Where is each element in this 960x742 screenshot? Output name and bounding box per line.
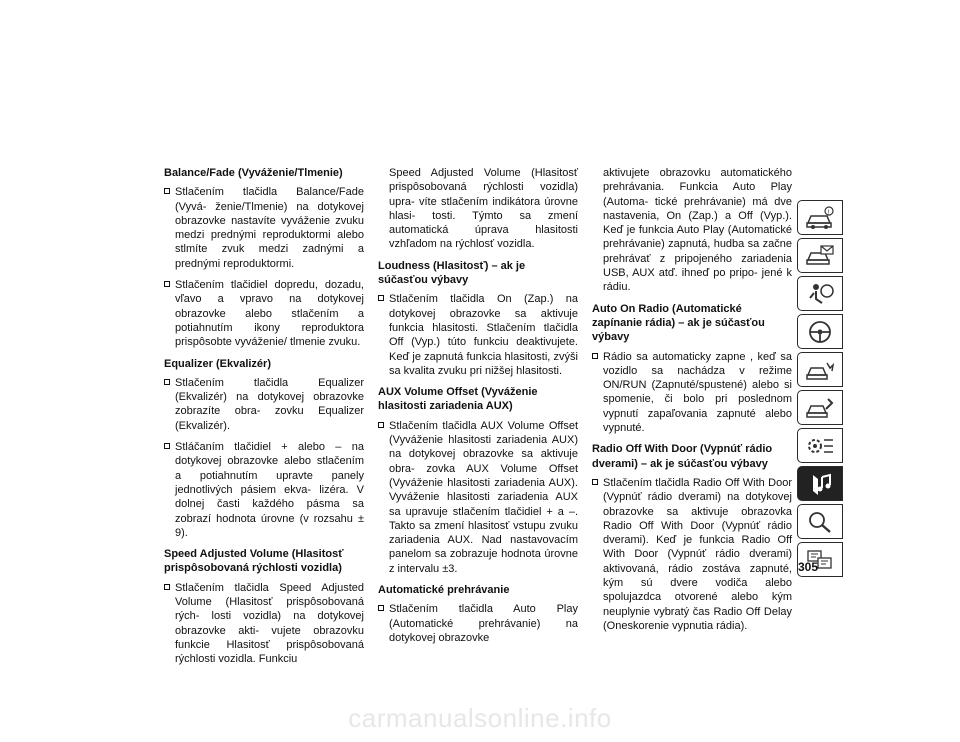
- car-envelope-icon: [805, 243, 835, 269]
- paragraph: Speed Adjusted Volume (Hlasitosť prispôsobovaná rýchlosti vozidla) upra- víte stlačením indikátora úrovne hlasi- tosti. Týmto sa zmení automatická úprava hlasitosti vzhľadom na rýchlosť vozidla.: [389, 167, 578, 251]
- car-crash-icon: [805, 357, 835, 383]
- bullet-item: [164, 185, 364, 271]
- bullet-item: [164, 581, 364, 667]
- bullet-text: Stlačením tlačidla Balance/Fade (Vyvá- ženie/Tlmenie) na dotykovej obrazovke nastavíte vyváženie zvuku medzi prednými reproduktormi alebo stlmíte zvuk medzi zadnými a prednými reproduktormi.: [175, 186, 364, 270]
- bullet-text: Stlačením tlačidla Auto Play (Automatické prehrávanie) na dotykovej obrazovke: [389, 603, 578, 644]
- bullet-square-icon: [164, 584, 170, 590]
- tab-car-service[interactable]: [797, 390, 843, 425]
- svg-text:i: i: [827, 209, 829, 215]
- steering-wheel-icon: [805, 319, 835, 345]
- section-heading: Equalizer (Ekvalizér): [164, 357, 271, 370]
- tab-car-crash[interactable]: [797, 352, 843, 387]
- bullet-item: [164, 278, 364, 349]
- section-heading: Speed Adjusted Volume (Hlasitosť prispôsobovaná rýchlosti vozidla): [164, 548, 344, 575]
- text-column-1: [164, 166, 364, 674]
- car-service-icon: [805, 395, 835, 421]
- bullet-square-icon: [164, 379, 170, 385]
- bullet-text: Stlačením tlačidla AUX Volume Offset (Vyváženie hlasitosti zariadenia AUX) na dotykovej obrazovke sa aktivuje obra- zovka AUX Volume Offset (Vyváženie hlasitosti zariadenia AUX). Vyváženie hlasitosti zariadenia AUX sa upravuje stlačením tlačidiel + a –. Takto sa zmení hlasitosť vstupu zvuku zariadenia AUX. Nad nastavovacím panelom sa zobrazuje hodnota úrovne z intervalu ±3.: [389, 419, 578, 575]
- magnifier-icon: [805, 509, 835, 535]
- paragraph: aktivujete obrazovku automatického prehrávania. Funkcia Auto Play (Automa- tické prehrávanie) má dve nastavenia, On (Zap.) a Off (Vyp.). Keď je funkcia Auto Play (Automatické prehrávanie) zapnutá, hudba sa začne prehrávať z pripojeného zariadenia USB, AUX atď. ihneď po pripo- jené k rádiu.: [603, 167, 792, 294]
- tab-search[interactable]: [797, 504, 843, 539]
- section-heading: Balance/Fade (Vyváženie/Tlmenie): [164, 167, 343, 179]
- section-heading: AUX Volume Offset (Vyváženie hlasitosti zariadenia AUX): [378, 386, 538, 413]
- tab-car-envelope[interactable]: [797, 238, 843, 273]
- bullet-text: Stlačením tlačidla Radio Off With Door (Vypnúť rádio dverami) na dotykovej obrazovke sa aktivuje obrazovka Radio Off With Door (Vypnúť rádio dverami). Keď je funkcia Radio Off With Door (Vypnúť rádio dverami) aktivovaná, rádio zostáva zapnuté, kým sú dvere vodiča alebo spolujazdca otvorené alebo kým neuplynie vybratý čas Radio Off Delay (Oneskorenie vypnutia rádia).: [603, 476, 792, 632]
- bullet-square-icon: [378, 605, 384, 611]
- airbag-person-icon: [805, 281, 835, 307]
- text-column-3: [592, 166, 792, 640]
- bullet-square-icon: [164, 443, 170, 449]
- gear-list-icon: [805, 433, 835, 459]
- watermark: carmanualsonline.info: [348, 703, 612, 733]
- text-column-2: [378, 166, 578, 652]
- bullet-square-icon: [378, 295, 384, 301]
- bullet-square-icon: [378, 422, 384, 428]
- bullet-text: Stláčaním tlačidiel + alebo – na dotykovej obrazovke alebo stlačením a potiahnutím upravte panely jednotlivých pásiem ekva- lizéra. V dolnej časti každého pásma sa zobrazí hodnota úrovne (v rozsahu ± 9).: [175, 441, 364, 539]
- bullet-text: Stlačením tlačidla Equalizer (Ekvalizér) na dotykovej obrazovke zobrazíte obra- zovku Equalizer (Ekvalizér).: [175, 376, 364, 432]
- page-number: 305: [798, 560, 819, 574]
- chapter-tabs: [797, 200, 843, 580]
- bullet-item: [164, 376, 364, 433]
- bullet-item: [592, 350, 792, 436]
- car-info-icon: [805, 205, 835, 231]
- bullet-text: Stlačením tlačidiel dopredu, dozadu, vľavo a vpravo na dotykovej obrazovke alebo stlačením a potiahnutím ikony reproduktora prispôsobte vyváženie/ tlmenie zvuku.: [175, 279, 364, 349]
- tab-airbag[interactable]: [797, 276, 843, 311]
- section-heading: Loudness (Hlasitosť) – ak je súčasťou výbavy: [378, 259, 526, 287]
- section-heading: Automatické prehrávanie: [378, 584, 510, 597]
- tab-gear-list[interactable]: [797, 428, 843, 463]
- bullet-square-icon: [164, 188, 170, 194]
- section-heading: Radio Off With Door (Vypnúť rádio dverami) – ak je súčasťou výbavy: [592, 443, 773, 470]
- tab-multimedia[interactable]: [797, 466, 843, 501]
- bullet-item: [378, 602, 578, 645]
- tab-car-info[interactable]: [797, 200, 843, 235]
- bullet-square-icon: [592, 353, 598, 359]
- multimedia-note-icon: [805, 471, 835, 497]
- bullet-text: Rádio sa automaticky zapne , keď sa vozidlo sa nachádza v režime ON/RUN (Zapnuté/spustené) alebo si spomenie, či bolo pri poslednom vypnutí zapaľovania zapnuté alebo vypnuté.: [603, 350, 792, 435]
- tab-steering[interactable]: [797, 314, 843, 349]
- section-heading: Auto On Radio (Automatické zapínanie rádia) – ak je súčasťou výbavy: [592, 302, 765, 344]
- bullet-square-icon: [592, 479, 598, 485]
- bullet-text: Stlačením tlačidla On (Zap.) na dotykovej obrazovke sa aktivuje funkcia hlasitosti. Stlačením tlačidla Off (Vyp.) túto funkciu deaktivujete. Keď je zapnutá funkcia hlasitosti, zvýši sa kvalita zvuku pri nižšej hlasitosti.: [389, 293, 578, 377]
- bullet-item: [164, 440, 364, 540]
- bullet-item: [592, 476, 792, 633]
- bullet-square-icon: [164, 281, 170, 287]
- bullet-item: [378, 419, 578, 576]
- bullet-item: [378, 292, 578, 378]
- bullet-text: Stlačením tlačidla Speed Adjusted Volume (Hlasitosť prispôsobovaná rých- losti vozidla) na dotykovej obrazovke akti- vujete obrazovku funkcie Hlasitosť prispôsobovaná rýchlosti vozidla. Funkciu: [175, 581, 364, 666]
